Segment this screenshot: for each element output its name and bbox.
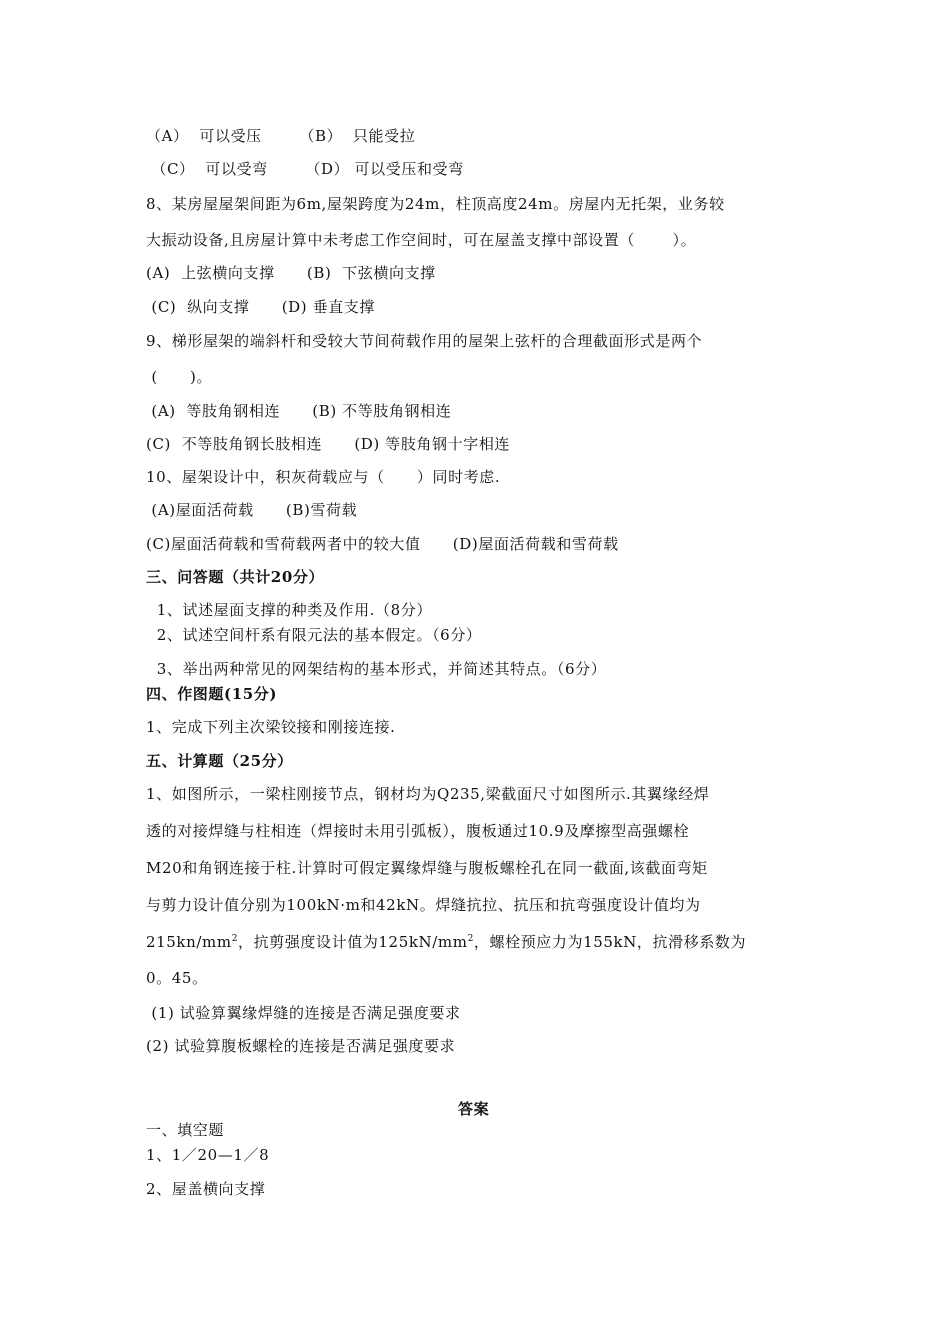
q8-stem-line2: 大振动设备,且房屋计算中未考虑工作空间时，可在屋盖支撑中部设置（ ）。 <box>146 231 697 249</box>
q9-options-line1: (A) 等肢角钢相连 (B) 不等肢角钢相连 <box>146 402 452 420</box>
section5-para-line5 <box>146 932 746 952</box>
q8-options-line2: (C) 纵向支撑 (D) 垂直支撑 <box>146 298 375 316</box>
section5-para-line1: 1、如图所示，一梁柱刚接节点，钢材均为Q235,梁截面尺寸如图所示.其翼缘经焊 <box>146 785 710 803</box>
para5-part-b: ，抗剪强度设计值为125kN/mm <box>238 933 468 951</box>
para5-part-a: 215kn/mm <box>146 933 232 951</box>
section3-item-1: 1、试述屋面支撑的种类及作用.（8分） <box>146 601 432 619</box>
section5-para-line2: 透的对接焊缝与柱相连（焊接时未用引弧板），腹板通过10.9及摩擦型高强螺栓 <box>146 822 690 840</box>
answers-title: 答案 <box>458 1100 490 1118</box>
q9-stem-line2: ( )。 <box>146 368 213 386</box>
section3-item-3: 3、举出两种常见的网架结构的基本形式，并简述其特点。（6分） <box>146 660 607 678</box>
section3-heading: 三、问答题（共计20分） <box>146 568 325 586</box>
q7-options-line1: （A） 可以受压 （B） 只能受拉 <box>146 127 416 145</box>
para5-part-c: ，螺栓预应力为155kN，抗滑移系数为 <box>473 933 747 951</box>
section5-heading: 五、计算题（25分） <box>146 752 293 770</box>
q8-stem-line1: 8、某房屋屋架间距为6m,屋架跨度为24m，柱顶高度24m。房屋内无托架，业务较 <box>146 195 725 213</box>
q10-stem: 10、屋架设计中，积灰荷载应与（ ）同时考虑. <box>146 468 501 486</box>
q7-options-line2: （C） 可以受弯 （D） 可以受压和受弯 <box>146 160 464 178</box>
q10-options-line1: (A)屋面活荷载 (B)雪荷载 <box>146 501 358 519</box>
section3-item-2: 2、试述空间杆系有限元法的基本假定。（6分） <box>146 626 482 644</box>
answer-2: 2、屋盖横向支撑 <box>146 1180 266 1198</box>
q8-options-line1: (A) 上弦横向支撑 (B) 下弦横向支撑 <box>146 264 436 282</box>
section4-heading: 四、作图题(15分) <box>146 685 278 703</box>
section5-para-line6: 0。45。 <box>146 969 208 987</box>
answers-section1: 一、填空题 <box>146 1121 225 1139</box>
q9-options-line2: (C) 不等肢角钢长肢相连 (D) 等肢角钢十字相连 <box>146 435 511 453</box>
answer-1: 1、1／20—1／8 <box>146 1146 270 1164</box>
section5-para-line3: M20和角钢连接于柱.计算时可假定翼缘焊缝与腹板螺栓孔在同一截面,该截面弯矩 <box>146 859 708 877</box>
superscript-2: 2 <box>467 934 474 944</box>
section5-sub2: (2) 试验算腹板螺栓的连接是否满足强度要求 <box>146 1037 456 1055</box>
section5-para-line4: 与剪力设计值分别为100kN·m和42kN。焊缝抗拉、抗压和抗弯强度设计值均为 <box>146 896 701 914</box>
section4-item: 1、完成下列主次梁铰接和刚接连接. <box>146 718 396 736</box>
section5-sub1: (1) 试验算翼缘焊缝的连接是否满足强度要求 <box>146 1004 461 1022</box>
q10-options-line2: (C)屋面活荷载和雪荷载两者中的较大值 (D)屋面活荷载和雪荷载 <box>146 535 619 553</box>
q9-stem-line1: 9、梯形屋架的端斜杆和受较大节间荷载作用的屋架上弦杆的合理截面形式是两个 <box>146 332 703 350</box>
superscript-2: 2 <box>231 934 239 944</box>
